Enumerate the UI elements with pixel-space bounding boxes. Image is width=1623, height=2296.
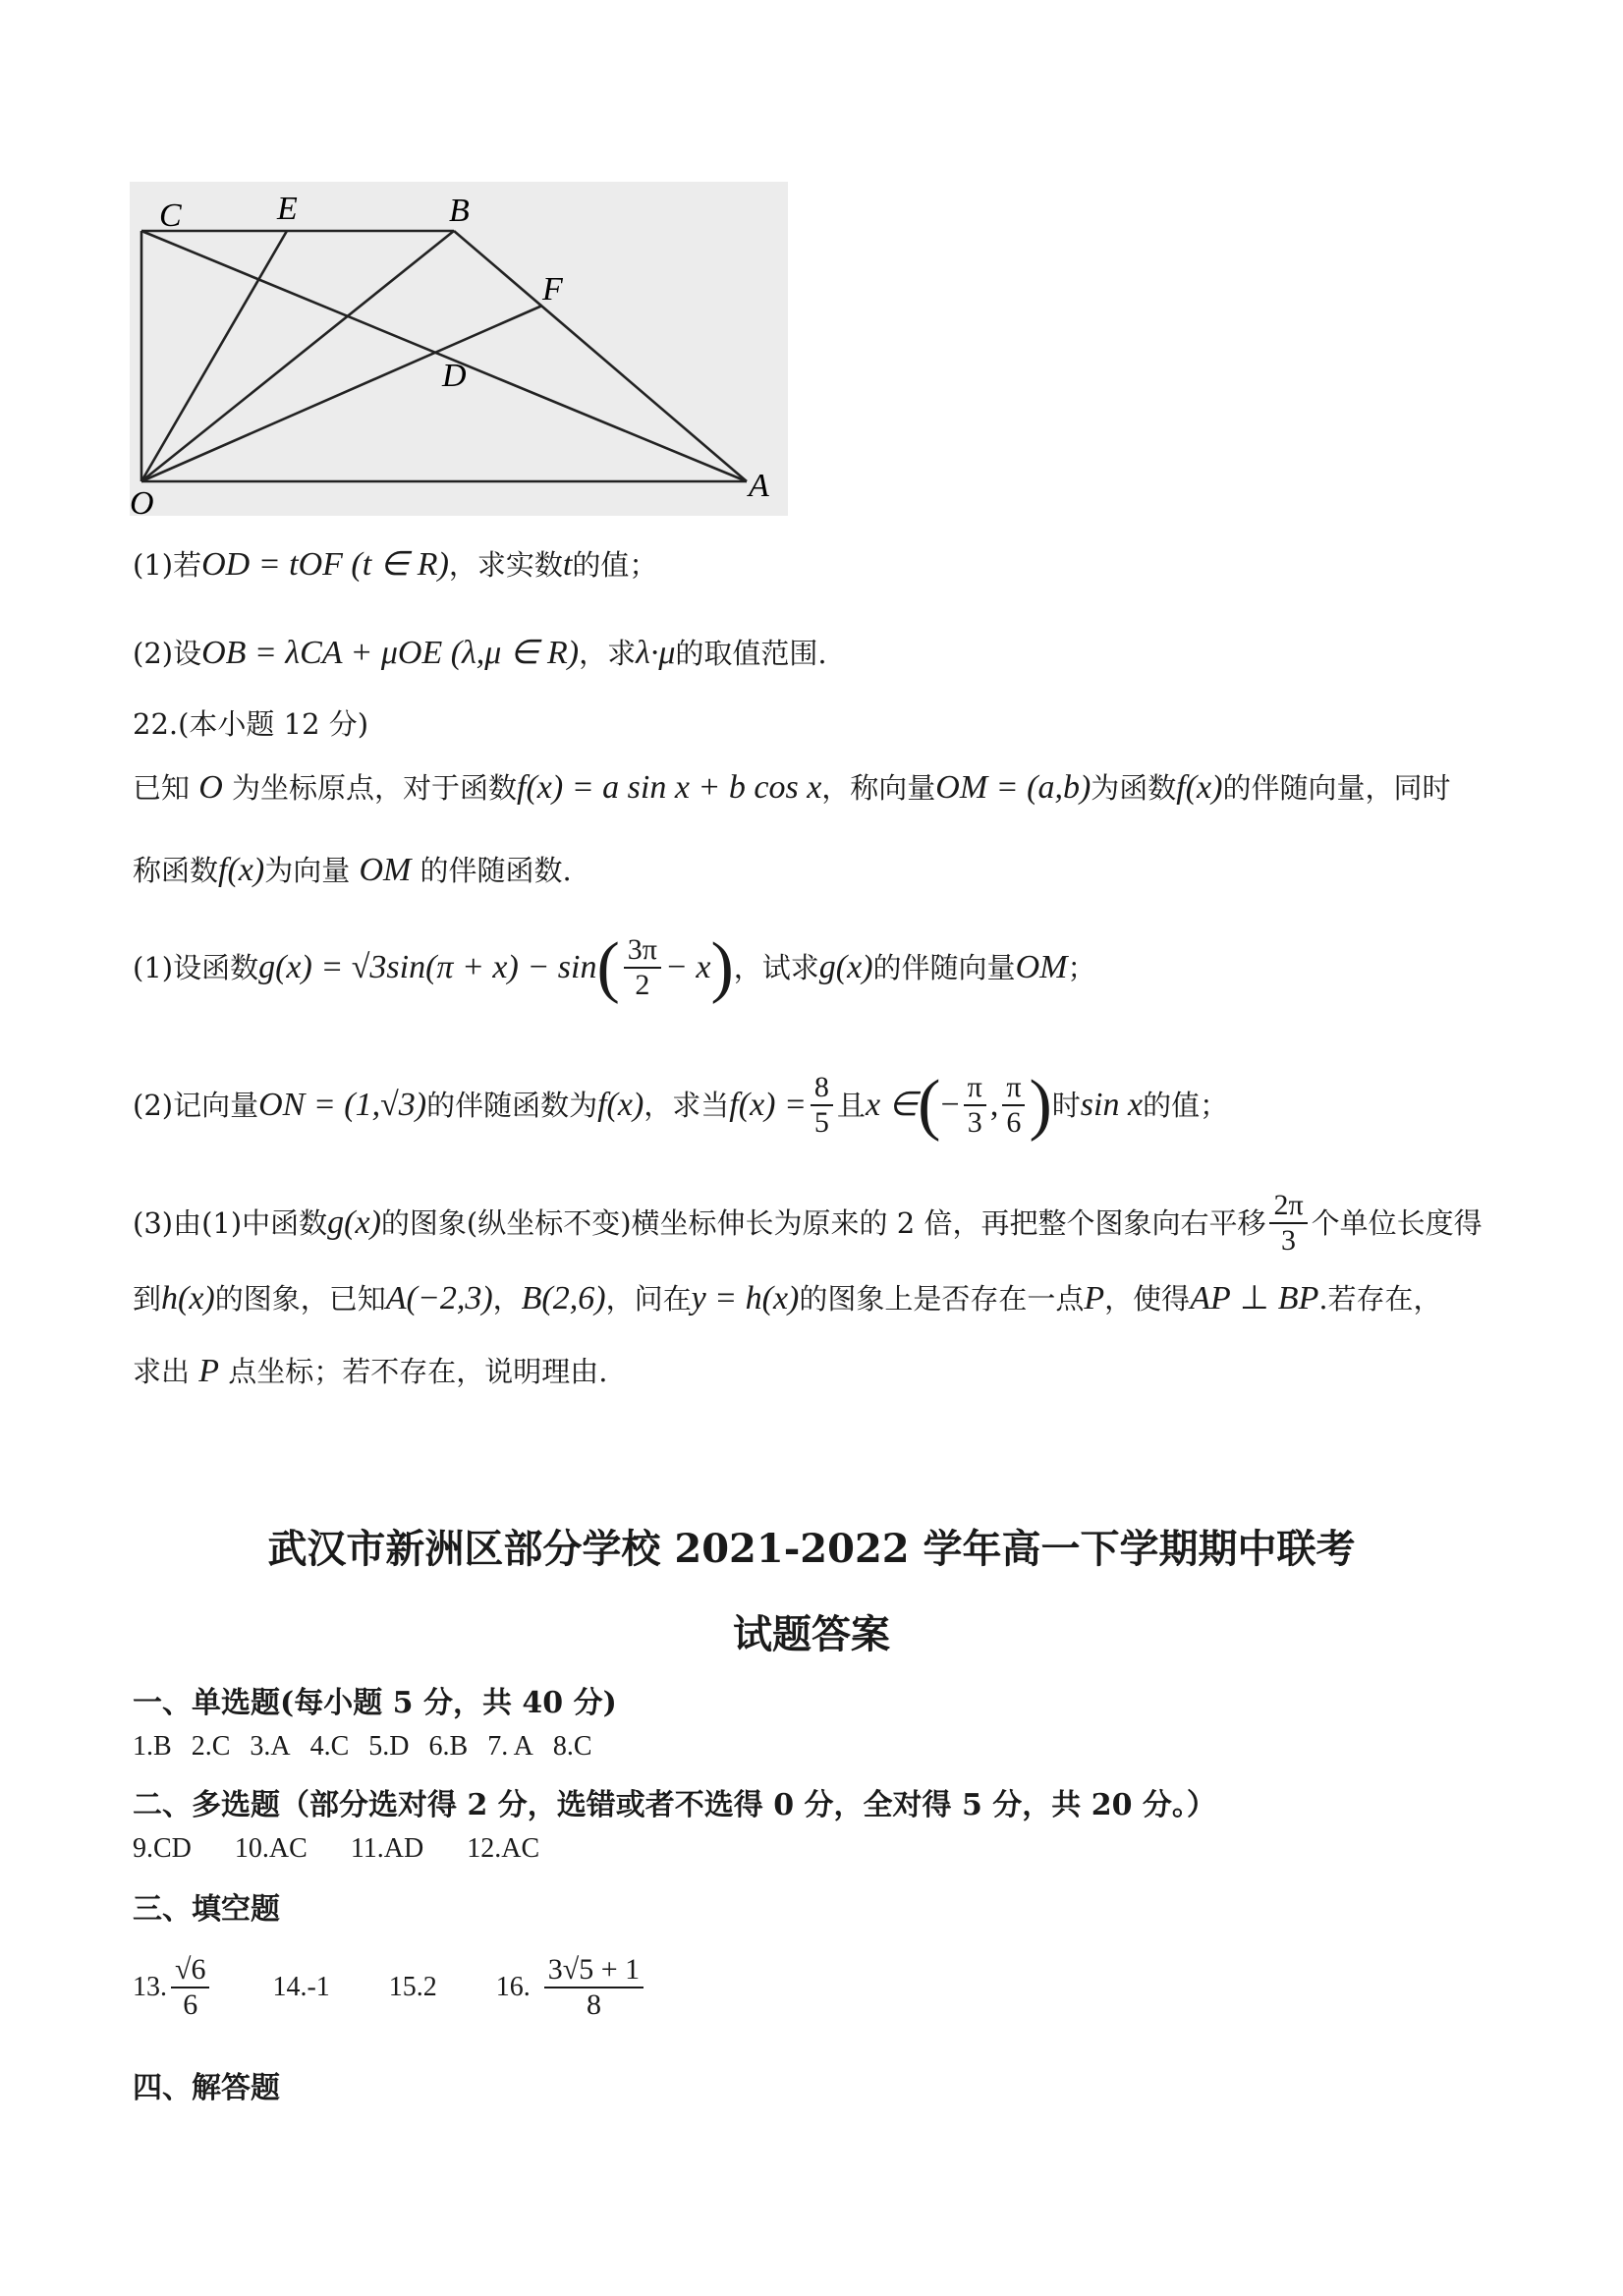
paren-right: ) <box>1029 1067 1052 1143</box>
section-single-choice: 一、单选题(每小题 5 分，共 40 分) <box>133 1686 617 1720</box>
q13-label: 13. <box>133 1972 167 2002</box>
frac-den: 2 <box>635 969 650 1001</box>
frac-num: 3√5 + 1 <box>544 1953 644 1988</box>
q22-p3-l2-1: 到 <box>133 1282 162 1316</box>
answer-item: 12.AC <box>467 1833 540 1864</box>
q22-p1-fraction <box>624 933 661 1002</box>
answer-item: 5.D <box>368 1731 410 1762</box>
q22-p3-3: 个单位长度得 <box>1311 1206 1483 1240</box>
q22-p2-when: 时 <box>1051 1089 1081 1122</box>
q22-p3-comma: ， <box>492 1282 522 1316</box>
q22-intro-2: 为坐标原点，对于函数 <box>232 771 518 805</box>
frac-num: 8 <box>811 1071 833 1106</box>
q21-p2-var: λ·μ <box>636 635 676 671</box>
q22-p3-BP: BP <box>1277 1280 1319 1316</box>
q22-part3-line2 <box>133 1279 1442 1318</box>
q22-intro-fx: f(x) <box>1176 769 1223 806</box>
q22-p3-2: 的图象(纵坐标不变)横坐标伸长为原来的 2 倍，再把整个图象向右平移 <box>380 1206 1266 1240</box>
minus-sign: − <box>940 1087 960 1123</box>
q22-p3-B: B(2,6) <box>521 1280 606 1316</box>
q22-p3-l2-4: 的图象上是否存在一点 <box>799 1282 1085 1316</box>
q22-p1-mid: ，试求 <box>733 951 819 984</box>
segment-OB <box>141 231 454 481</box>
q22-part3-line3 <box>133 1352 607 1391</box>
answer-item: 6.B <box>428 1731 469 1762</box>
answer-item: 2.C <box>191 1731 231 1762</box>
q22-line2-1: 称函数 <box>133 854 219 887</box>
q21-p1-prefix: (1)若 <box>133 548 202 582</box>
frac-den: 6 <box>1006 1106 1022 1139</box>
q14-answer: 14.-1 <box>272 1972 330 2002</box>
segment-OF <box>141 306 542 481</box>
segment-CA <box>141 231 747 481</box>
q22-intro-OM: OM = (a,b) <box>935 769 1091 806</box>
q22-p2-and: 且 <box>836 1089 866 1122</box>
q22-p2-sinx: sin x <box>1080 1087 1144 1123</box>
q22-p3-l2-2: 的图象，已知 <box>214 1282 386 1316</box>
q22-p3-l2-5: ，使得 <box>1104 1282 1191 1316</box>
q21-p2-suffix: ，求 <box>579 637 637 670</box>
q22-p3-gx: g(x) <box>327 1204 381 1241</box>
q13-fraction <box>171 1953 209 2022</box>
paren-left: ( <box>596 929 620 1005</box>
q22-p1-prefix: (1)设函数 <box>133 951 259 984</box>
q21-part1 <box>133 545 657 585</box>
answer-key-title: 武汉市新洲区部分学校 2021-2022 学年高一下学期期中联考 <box>267 1526 1356 1572</box>
q21-p2-prefix: (2)设 <box>133 637 202 670</box>
label-C: C <box>159 197 182 234</box>
section-solutions: 四、解答题 <box>133 2071 280 2105</box>
q15-answer: 15.2 <box>388 1972 437 2002</box>
q22-p2-fx2: f(x) = <box>729 1087 807 1123</box>
q22-p2-interval-a <box>964 1071 986 1140</box>
q22-p1-OM: OM <box>1015 949 1068 985</box>
segment-BA <box>454 231 747 481</box>
answer-item: 10.AC <box>234 1833 308 1864</box>
section-multiple-choice: 二、多选题（部分选对得 2 分，选错或者不选得 0 分，全对得 5 分，共 20 分。） <box>133 1788 1216 1822</box>
q22-p2-mid2: ，求当 <box>644 1089 730 1122</box>
q22-p1-semi: ； <box>1067 951 1096 984</box>
frac-num: π <box>964 1071 986 1106</box>
q22-p3-perp: ⊥ <box>1239 1280 1269 1316</box>
label-F: F <box>542 271 563 308</box>
q22-intro-4: 为函数 <box>1091 771 1177 805</box>
label-O: O <box>130 485 154 516</box>
fill-blank-answers <box>133 1953 647 2022</box>
frac-num: 3π <box>624 933 661 969</box>
q22-intro-line1 <box>133 768 1450 808</box>
answer-key-subtitle: 试题答案 <box>733 1611 890 1657</box>
answer-item: 7. A <box>487 1731 533 1762</box>
q22-p3-l2-3: ，问在 <box>605 1282 692 1316</box>
q21-part2 <box>133 634 827 673</box>
q22-p3-A: A(−2,3) <box>385 1280 493 1316</box>
q21-p1-suffix: ，求实数 <box>448 548 563 582</box>
q22-part2 <box>133 1067 1229 1143</box>
label-A: A <box>749 468 769 504</box>
q22-p1-tail: − x <box>664 949 711 985</box>
q16-fraction <box>544 1953 644 2022</box>
q22-intro-O: O <box>198 769 223 806</box>
frac-den: 3 <box>967 1106 982 1139</box>
q22-intro-line2 <box>133 851 572 890</box>
label-B: B <box>449 193 470 229</box>
q21-p2-math: OB = λCA + μOE (λ,μ ∈ R) <box>201 635 580 671</box>
q22-p1-g: g(x) = √3sin(π + x) − sin <box>258 949 597 985</box>
segment-OE <box>141 231 287 481</box>
comma-sign: , <box>989 1087 999 1123</box>
section-fill-blank: 三、填空题 <box>133 1892 280 1927</box>
q22-p3-hx: h(x) <box>161 1280 215 1316</box>
q22-p3-P: P <box>1084 1280 1105 1316</box>
label-E: E <box>277 191 298 227</box>
answer-item: 11.AD <box>350 1833 424 1864</box>
q22-p2-fraction <box>811 1071 833 1140</box>
q22-part3-line1 <box>133 1189 1483 1258</box>
q22-line2-fx: f(x) <box>218 852 265 888</box>
answer-item: 8.C <box>552 1731 592 1762</box>
frac-den: 6 <box>183 1988 198 2021</box>
q22-p3-AP: AP <box>1190 1280 1231 1316</box>
frac-num: 2π <box>1269 1189 1307 1224</box>
q22-p2-x: x ∈ <box>865 1087 919 1123</box>
q22-p3-1: (3)由(1)中函数 <box>133 1206 328 1240</box>
single-choice-answers <box>133 1731 592 1763</box>
paren-left: ( <box>918 1067 941 1143</box>
frac-den: 5 <box>813 1106 829 1139</box>
q22-line2-2: 为向量 <box>264 854 351 887</box>
q22-intro-f: f(x) = a sin x + b cos x <box>517 769 822 806</box>
q21-p1-math: OD = tOF (t ∈ R) <box>201 546 449 583</box>
q22-p2-fx: f(x) <box>597 1087 644 1123</box>
q22-p3-fraction <box>1269 1189 1307 1258</box>
frac-den: 3 <box>1281 1224 1297 1257</box>
frac-num: π <box>1002 1071 1025 1106</box>
q22-intro-3: ，称向量 <box>821 771 936 805</box>
label-D: D <box>442 358 467 394</box>
q16-label: 16. <box>495 1972 531 2002</box>
answer-item: 4.C <box>309 1731 350 1762</box>
q21-p2-end: 的取值范围. <box>675 637 827 670</box>
answer-item: 9.CD <box>133 1833 192 1864</box>
q21-p1-end: 的值； <box>572 548 658 582</box>
geometry-figure <box>130 182 788 516</box>
q22-line2-OM: OM <box>359 852 412 888</box>
q22-p3-l3-2: 点坐标；若不存在，说明理由. <box>228 1355 608 1388</box>
q22-line2-3: 的伴随函数. <box>420 854 572 887</box>
answer-item: 1.B <box>133 1731 172 1762</box>
q22-p2-prefix: (2)记向量 <box>133 1089 259 1122</box>
q22-intro-5: 的伴随向量，同时 <box>1222 771 1451 805</box>
q22-p2-end: 的值； <box>1143 1089 1229 1122</box>
answer-item: 3.A <box>250 1731 291 1762</box>
q22-p2-mid1: 的伴随函数为 <box>426 1089 598 1122</box>
q22-p3-l3-P: P <box>198 1353 220 1389</box>
figure-diagram <box>130 182 788 516</box>
q22-intro-1: 已知 <box>133 771 191 805</box>
q22-p2-interval-b <box>1002 1071 1025 1140</box>
q22-p1-end: 的伴随向量 <box>872 951 1016 984</box>
q22-p1-gx: g(x) <box>818 949 873 985</box>
q22-p3-y: y = h(x) <box>691 1280 800 1316</box>
paren-right: ) <box>710 929 734 1005</box>
q22-heading: 22.(本小题 12 分) <box>133 707 369 741</box>
q22-p3-l2-6: .若存在， <box>1318 1282 1442 1316</box>
q21-p1-var: t <box>562 546 573 583</box>
frac-den: 8 <box>586 1988 601 2021</box>
q22-part1 <box>133 929 1096 1005</box>
frac-num: √6 <box>171 1953 209 1988</box>
q22-p2-ON: ON = (1,√3) <box>258 1087 427 1123</box>
q22-p3-l3-1: 求出 <box>133 1355 191 1388</box>
multiple-choice-answers <box>133 1833 539 1865</box>
